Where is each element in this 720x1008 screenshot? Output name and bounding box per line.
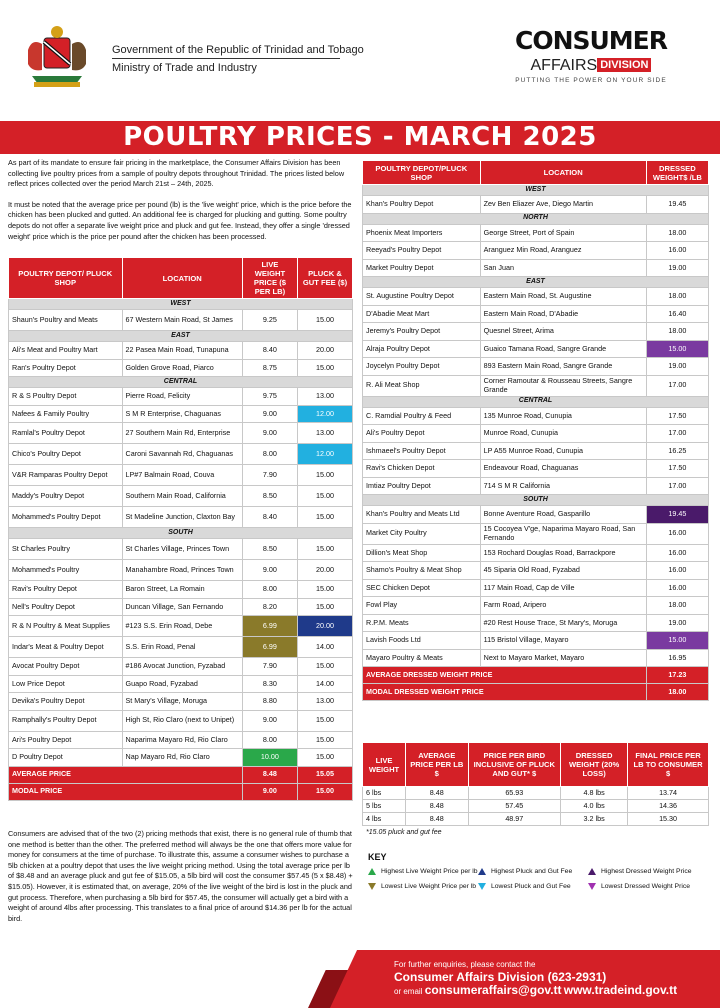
table-row: R.P.M. Meats #20 Rest House Trace, St Mary's, Moruga 19.00	[363, 614, 709, 632]
key-item: Lowest Dressed Weight Price	[588, 883, 698, 890]
key-title: KEY	[368, 852, 387, 862]
column-header: AVERAGE PRICE PER LB $	[406, 743, 468, 787]
legend-key	[368, 852, 713, 898]
region-row: WEST	[9, 299, 353, 310]
average-row: AVERAGE PRICE 8.48 15.05	[9, 766, 353, 783]
table-row: Market Poultry Depot San Juan 19.00	[363, 259, 709, 277]
table-row: Reeyad's Poultry Depot Aranguez Min Road, Aranguez 16.00	[363, 242, 709, 260]
table-row: C. Ramdial Poultry & Feed 135 Munroe Road, Cunupia 17.50	[363, 407, 709, 425]
government-name: Government of the Republic of Trinidad and Tobago	[112, 44, 364, 56]
table-row: Devika's Poultry Depot St Mary's Village, Moruga 8.80 13.00	[9, 693, 353, 711]
table-row: Ramlal's Poultry Depot 27 Southern Main Rd, Enterprise 9.00 13.00	[9, 423, 353, 444]
table-row: Shaun's Poultry and Meats 67 Western Main Road, St James 9.25 15.00	[9, 310, 353, 331]
table-row: Ramphally's Poultry Depot High St, Rio Claro (next to Unipet) 9.00 15.00	[9, 710, 353, 731]
coat-of-arms-icon	[14, 20, 100, 90]
table-row: Joycelyn Poultry Depot 893 Eastern Main Road, Sangre Grande 19.00	[363, 358, 709, 376]
contact-phone: Consumer Affairs Division (623-2931)	[394, 970, 607, 984]
price-comparison-table	[362, 742, 709, 839]
table-row: Ali's Meat and Poultry Mart 22 Pasea Main Road, Tunapuna 8.40 20.00	[9, 342, 353, 360]
table-row: Maddy's Poultry Depot Southern Main Road, California 8.50 15.00	[9, 486, 353, 507]
table-row: Ari's Poultry Depot Naparima Mayaro Rd, Rio Claro 8.00 15.00	[9, 731, 353, 749]
column-header: LIVE WEIGHT PRICE ($ PER LB)	[242, 258, 297, 299]
table-row: Fowl Play Farm Road, Aripero 18.00	[363, 597, 709, 615]
page-header	[0, 0, 720, 118]
table-row: Nafees & Family Poultry S M R Enterprise, Chaguanas 9.00 12.00	[9, 405, 353, 423]
region-row: EAST	[363, 277, 709, 288]
region-row: CENTRAL	[363, 396, 709, 407]
consumer-affairs-logo	[506, 28, 676, 84]
triangle-down-icon	[588, 883, 596, 890]
table-row: Alraja Poultry Depot Guaico Tamana Road, Sangre Grande 15.00	[363, 340, 709, 358]
table-row: 4 lbs 8.48 48.97 3.2 lbs 15.30	[363, 813, 709, 826]
intro-paragraph: As part of its mandate to ensure fair pricing in the marketplace, the Consumer Affairs Division has been collecting live poultry prices from a sample of poultry depots throughout Trinidad. The prices listed below reflect prices collected over the period March 21st – 24th, 2025.	[8, 158, 345, 189]
modal-row: MODAL PRICE 9.00 15.00	[9, 783, 353, 800]
table-row: Ali's Poultry Depot Munroe Road, Cunupia 17.00	[363, 425, 709, 443]
average-row: AVERAGE DRESSED WEIGHT PRICE 17.23	[363, 667, 709, 684]
triangle-down-icon	[368, 883, 376, 890]
region-row: EAST	[9, 331, 353, 342]
table-row: Avocat Poultry Depot #186 Avocat Junction, Fyzabad 7.90 15.00	[9, 658, 353, 676]
dressed-weight-table	[362, 160, 709, 701]
table-row: Market City Poultry 15 Cocoyea V'ge, Naparima Mayaro Road, San Fernando 16.00	[363, 523, 709, 544]
triangle-up-icon	[478, 868, 486, 875]
table-row: Ran's Poultry Depot Golden Grove Road, Piarco 8.75 15.00	[9, 359, 353, 377]
contact-info: For further enquiries, please contact the Consumer Affairs Division (623-2931) or email consumeraffairs@gov.tt www.tradeind.gov.tt	[394, 960, 678, 997]
column-header: FINAL PRICE PER LB TO CONSUMER $	[628, 743, 709, 787]
key-item: Highest Live Weight Price per lb	[368, 868, 478, 875]
table-row: Chico's Poultry Depot Caroni Savannah Rd, Chaguanas 8.00 12.00	[9, 444, 353, 465]
table-row: Mayaro Poultry & Meats Next to Mayaro Market, Mayaro 16.95	[363, 649, 709, 667]
table-row: Lavish Foods Ltd 115 Bristol Village, Mayaro 15.00	[363, 632, 709, 650]
table-row: Khan's Poultry and Meats Ltd Bonne Aventure Road, Gasparillo 19.45	[363, 506, 709, 524]
triangle-down-icon	[478, 883, 486, 890]
logo-main-text: CONSUMER	[514, 26, 668, 55]
table-row: SEC Chicken Depot 117 Main Road, Cap de Ville 16.00	[363, 579, 709, 597]
region-row: SOUTH	[363, 495, 709, 506]
table-row: D'Abadie Meat Mart Eastern Main Road, D'Abadie 16.40	[363, 305, 709, 323]
intro-text	[8, 158, 353, 252]
key-item: Highest Dressed Weight Price	[588, 868, 698, 875]
column-header: LOCATION	[122, 258, 242, 299]
page-footer	[0, 950, 720, 1008]
logo-tagline: PUTTING THE POWER ON YOUR SIDE	[515, 77, 667, 84]
table-row: St. Augustine Poultry Depot Eastern Main Road, St. Augustine 18.00	[363, 288, 709, 306]
column-header: PLUCK & GUT FEE ($)	[297, 258, 352, 299]
table-row: Shamo's Poultry & Meat Shop 45 Siparia Old Road, Fyzabad 16.00	[363, 562, 709, 580]
table-row: Khan's Poultry Depot Zev Ben Eliazer Ave, Diego Martin 19.45	[363, 196, 709, 214]
intro-paragraph: It must be noted that the average price per pound (lb) is the 'live weight' price, which is the price before the chicken has been plucked and gutted. An additional fee is charged for plucking and gutting. Some poultry depots do not offer a separate live weight price and pluck and gut fee. Instead, they offer a single 'dressed weight' price which is the price per pound after the chicken has been processed.	[8, 199, 352, 241]
table-row: Ishmaeel's Poultry Depot LP A55 Munroe Road, Cunupia 16.25	[363, 442, 709, 460]
table-row: D Poultry Depot Nap Mayaro Rd, Rio Claro 10.00 15.00	[9, 749, 353, 767]
column-header: PRICE PER BIRD INCLUSIVE OF PLUCK AND GUT* $	[468, 743, 561, 787]
table-row: V&R Ramparas Poultry Depot LP#7 Balmain Road, Couva 7.90 15.00	[9, 465, 353, 486]
table-row: Ravi's Poultry Depot Baron Street, La Romain 8.00 15.00	[9, 581, 353, 599]
table-row: Nell's Poultry Depot Duncan Village, San Fernando 8.20 15.00	[9, 598, 353, 616]
email-link[interactable]: consumeraffairs@gov.tt	[424, 983, 562, 997]
page-title: POULTRY PRICES - MARCH 2025	[0, 121, 720, 154]
table-row: Ravi's Chicken Depot Endeavour Road, Chaguanas 17.50	[363, 460, 709, 478]
ministry-name: Ministry of Trade and Industry	[112, 62, 257, 74]
table-row: Phoenix Meat Importers George Street, Port of Spain 18.00	[363, 224, 709, 242]
key-item: Lowest Pluck and Gut Fee	[478, 883, 588, 890]
column-header: LIVE WEIGHT	[363, 743, 406, 787]
region-row: WEST	[363, 185, 709, 196]
logo-sub-text: AFFAIRS DIVISION	[506, 56, 676, 75]
table-row: Mohammed's Poultry Manahambre Road, Princes Town 9.00 20.00	[9, 560, 353, 581]
key-item: Highest Pluck and Gut Fee	[478, 868, 588, 875]
column-header: POULTRY DEPOT/PLUCK SHOP	[363, 161, 481, 185]
table-row: R & N Poultry & Meat Supplies #123 S.S. Erin Road, Debe 6.99 20.00	[9, 616, 353, 637]
table-row: Mohammed's Poultry Depot St Madeline Junction, Claxton Bay 8.40 15.00	[9, 507, 353, 528]
table-row: Dillion's Meat Shop 153 Rochard Douglas Road, Barrackpore 16.00	[363, 544, 709, 562]
region-row: SOUTH	[9, 528, 353, 539]
table-row: Jeremy's Poultry Depot Quesnel Street, Arima 18.00	[363, 323, 709, 341]
column-header: LOCATION	[480, 161, 646, 185]
column-header: DRESSED WEIGHT$ /LB	[646, 161, 708, 185]
key-item: Lowest Live Weight Price per lb	[368, 883, 478, 890]
table-row: 6 lbs 8.48 65.93 4.8 lbs 13.74	[363, 787, 709, 800]
column-header: DRESSED WEIGHT (20% LOSS)	[561, 743, 628, 787]
explanation-text: Consumers are advised that of the two (2) pricing methods that exist, there is no general rule of thumb that one method is better than the other. The preferred method will always be the one that offers more value for money for consumers at the time of purchase. To illustrate this, assume a consumer wishes to purchase a 5lb chicken at a poultry depot that uses the live weight pricing method. Using the total average price per lb of $8.48 and an average pluck and gut fee of $15.05, a 5lb bird will cost the consumer $57.45 (5 x $8.48) + $15.05). However, it is estimated that, on average, 20% of the live weight of the bird is lost in the pluck and gut process. Therefore, when purchasing a 5lb bird for $57.45, the consumer will actually get a bird with a weight of around 4lbs after processing. This translates to a final price of around $14.36 per lb for the actual bird.	[8, 829, 353, 923]
header-divider	[112, 58, 340, 59]
table-row: Indar's Meat & Poultry Depot S.S. Erin Road, Penal 6.99 14.00	[9, 637, 353, 658]
region-row: CENTRAL	[9, 377, 353, 388]
region-row: NORTH	[363, 213, 709, 224]
website-link[interactable]: www.tradeind.gov.tt	[563, 983, 678, 997]
triangle-up-icon	[368, 868, 376, 875]
table-row: St Charles Poultry St Charles Village, Princes Town 8.50 15.00	[9, 539, 353, 560]
footnote: *15.05 pluck and gut fee	[366, 829, 442, 836]
table-row: Low Price Depot Guapo Road, Fyzabad 8.30 14.00	[9, 675, 353, 693]
table-row: R. Ali Meat Shop Corner Ramoutar & Rousseau Streets, Sangre Grande 17.00	[363, 375, 709, 396]
table-row: 5 lbs 8.48 57.45 4.0 lbs 14.36	[363, 800, 709, 813]
modal-row: MODAL DRESSED WEIGHT PRICE 18.00	[363, 684, 709, 701]
live-weight-table	[8, 257, 353, 801]
column-header: POULTRY DEPOT/ PLUCK SHOP	[9, 258, 123, 299]
table-row: R & S Poultry Depot Pierre Road, Felicity 9.75 13.00	[9, 388, 353, 406]
triangle-up-icon	[588, 868, 596, 875]
table-row: Imtiaz Poultry Depot 714 S M R California 17.00	[363, 477, 709, 495]
